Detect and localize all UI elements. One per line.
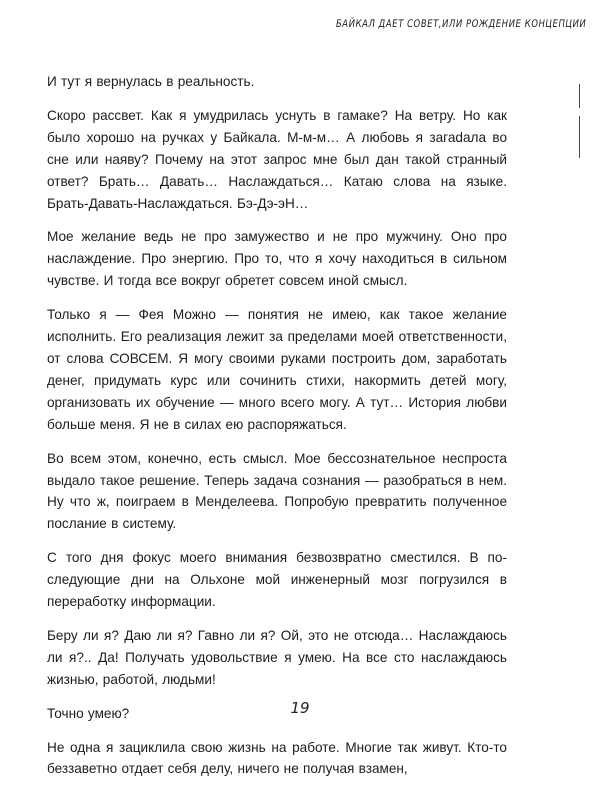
- paragraph: Точно умею?: [47, 705, 130, 721]
- paragraph: Только я — Фея Можно — понятия не имею, как такое желание исполнить. Его реализация лежит за пределами моей ответственности, от слова СОВСЕМ. Я могу своими руками построить дом, заработать денег, придумать курс или сочинить стихи, накормить детей могу, организовать их обучение — много всего могу. А тут… История любви больше меня. Я не в силах ею распоряжаться.: [47, 307, 507, 432]
- paragraph: Скоро рассвет. Как я умудрилась уснуть в гамаке? На ветру. Но как было хорошо на ручках у Байкала. М-м-м… А любовь я загаdала во сне или наяву? Почему на этот запрос мне был дан такой странный ответ? Брать… Давать… Наслаждаться… Катаю слова на языке. Брать-Давать-Наслаждаться. Бэ-Дэ-эН…: [47, 107, 507, 211]
- paragraph: С того дня фокус моего внимания безвозвратно сместился. В последующие дни на Ольхоне мой инженерный мозг погрузился в переработку информации.: [47, 550, 507, 610]
- body-text: [47, 71, 507, 792]
- page-number: 19: [290, 699, 310, 717]
- margin-mark: [579, 84, 580, 108]
- paragraph: И тут я вернулась в реальность.: [47, 74, 255, 89]
- paragraph: Беру ли я? Даю ли я? Гавно ли я? Ой, это не отсюда… Наслаждаюсь ли я?.. Да! Получать удовольствие я умею. На все сто наслаждаюсь жизнью, работой, людьми!: [47, 627, 507, 687]
- margin-mark: [579, 116, 580, 158]
- paragraph: Не одна я зациклила свою жизнь на работе. Многие так живут. Кто-то беззаветно отдает себя делу, ничего не получая взамен,: [47, 739, 507, 777]
- paragraph: Мое желание ведь не про замужество и не про мужчину. Оно про наслаждение. Про энергию. Про то, что я хочу находиться в сильном чувстве. И тогда все вокруг обретет совсем иной смысл.: [47, 229, 507, 289]
- running-header: [308, 18, 586, 30]
- running-title: БАЙКАЛ ДАЕТ СОВЕТ,ИЛИ РОЖДЕНИЕ КОНЦЕПЦИИ: [334, 18, 587, 30]
- paragraph: Во всем этом, конечно, есть смысл. Мое бессознательное неспроста выдало такое решение. Теперь задача сознания — разобраться в нем. Ну что ж, поиграем в Менделеева. Попробую превратить полученное послание в систему.: [47, 450, 507, 532]
